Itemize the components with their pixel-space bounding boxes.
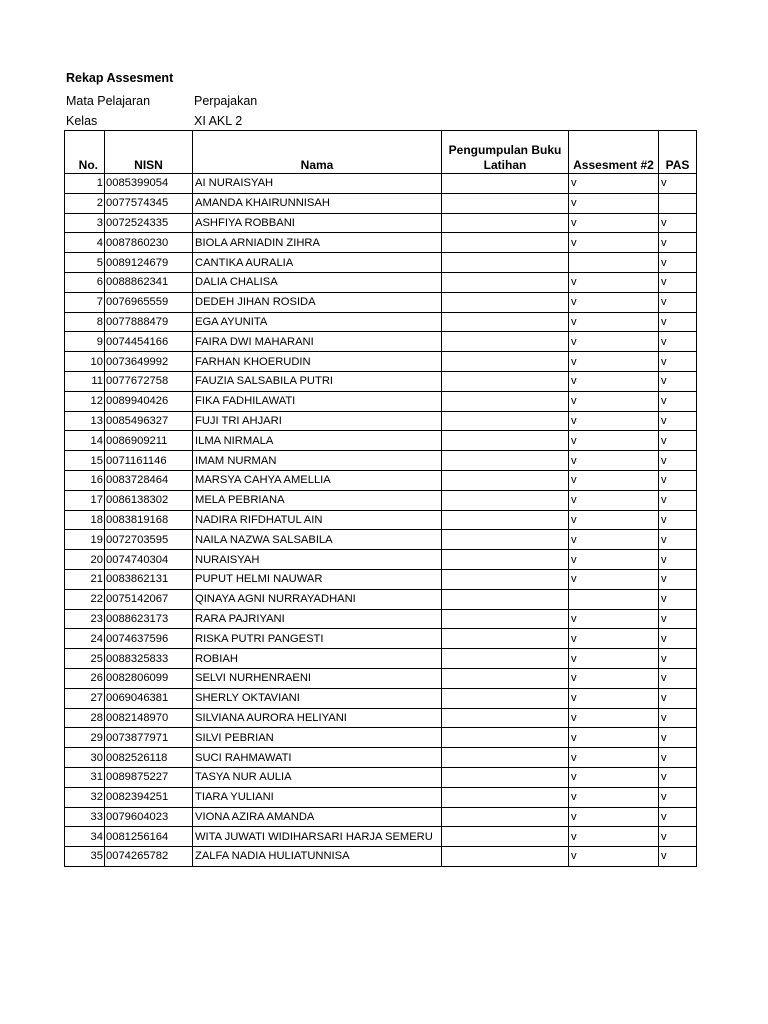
table-row xyxy=(65,609,697,629)
cell-nisn: 0076965559 xyxy=(105,292,193,312)
cell-nisn: 0074454166 xyxy=(105,332,193,352)
cell-nisn: 0081256164 xyxy=(105,827,193,847)
table-row xyxy=(65,431,697,451)
class-value: XI AKL 2 xyxy=(194,114,243,128)
cell-no: 35 xyxy=(65,847,105,867)
cell-nisn: 0074637596 xyxy=(105,629,193,649)
cell-assesment: v xyxy=(569,391,659,411)
cell-no: 14 xyxy=(65,431,105,451)
cell-no: 3 xyxy=(65,213,105,233)
cell-pas: v xyxy=(659,272,697,292)
header-buku-line2: Latihan xyxy=(483,158,527,172)
cell-pas: v xyxy=(659,371,697,391)
cell-pengumpulan-buku xyxy=(442,391,569,411)
table-row xyxy=(65,451,697,471)
cell-pengumpulan-buku xyxy=(442,569,569,589)
cell-no: 27 xyxy=(65,688,105,708)
cell-pengumpulan-buku xyxy=(442,767,569,787)
cell-no: 23 xyxy=(65,609,105,629)
table-row xyxy=(65,391,697,411)
cell-pengumpulan-buku xyxy=(442,193,569,213)
table-row xyxy=(65,292,697,312)
cell-pas: v xyxy=(659,451,697,471)
cell-no: 20 xyxy=(65,550,105,570)
cell-pas: v xyxy=(659,292,697,312)
cell-pengumpulan-buku xyxy=(442,589,569,609)
table-row xyxy=(65,332,697,352)
cell-assesment: v xyxy=(569,530,659,550)
cell-nama: ASHFIYA ROBBANI xyxy=(193,213,442,233)
table-row xyxy=(65,807,697,827)
cell-pengumpulan-buku xyxy=(442,688,569,708)
cell-pengumpulan-buku xyxy=(442,490,569,510)
cell-nama: DALIA CHALISA xyxy=(193,272,442,292)
cell-nama: ROBIAH xyxy=(193,649,442,669)
cell-nama: RISKA PUTRI PANGESTI xyxy=(193,629,442,649)
cell-assesment: v xyxy=(569,609,659,629)
cell-nisn: 0082394251 xyxy=(105,787,193,807)
table-row xyxy=(65,233,697,253)
cell-no: 21 xyxy=(65,569,105,589)
table-row xyxy=(65,530,697,550)
cell-pas: v xyxy=(659,629,697,649)
cell-nama: FIKA FADHILAWATI xyxy=(193,391,442,411)
cell-nama: TIARA YULIANI xyxy=(193,787,442,807)
cell-no: 33 xyxy=(65,807,105,827)
cell-pengumpulan-buku xyxy=(442,609,569,629)
cell-nisn: 0074265782 xyxy=(105,847,193,867)
subject-label: Mata Pelajaran xyxy=(66,94,151,108)
cell-nisn: 0077574345 xyxy=(105,193,193,213)
table-row xyxy=(65,629,697,649)
cell-nisn: 0077888479 xyxy=(105,312,193,332)
cell-assesment: v xyxy=(569,411,659,431)
table-row xyxy=(65,411,697,431)
cell-nama: PUPUT HELMI NAUWAR xyxy=(193,569,442,589)
table-header-row xyxy=(65,131,697,174)
cell-nisn: 0088325833 xyxy=(105,649,193,669)
cell-assesment: v xyxy=(569,847,659,867)
cell-nisn: 0089124679 xyxy=(105,253,193,273)
cell-nama: RARA PAJRIYANI xyxy=(193,609,442,629)
cell-no: 12 xyxy=(65,391,105,411)
cell-pas: v xyxy=(659,748,697,768)
cell-no: 24 xyxy=(65,629,105,649)
header-nisn: NISN xyxy=(105,131,193,174)
table-row xyxy=(65,787,697,807)
cell-nisn: 0085399054 xyxy=(105,174,193,194)
cell-nama: FUJI TRI AHJARI xyxy=(193,411,442,431)
cell-pengumpulan-buku xyxy=(442,352,569,372)
cell-pas: v xyxy=(659,253,697,273)
cell-pas: v xyxy=(659,174,697,194)
cell-assesment: v xyxy=(569,490,659,510)
cell-nisn: 0083728464 xyxy=(105,470,193,490)
cell-pas: v xyxy=(659,470,697,490)
cell-assesment: v xyxy=(569,312,659,332)
cell-pas: v xyxy=(659,728,697,748)
cell-pas: v xyxy=(659,510,697,530)
cell-nama: NADIRA RIFDHATUL AIN xyxy=(193,510,442,530)
table-row xyxy=(65,569,697,589)
cell-pengumpulan-buku xyxy=(442,827,569,847)
cell-no: 30 xyxy=(65,748,105,768)
cell-pengumpulan-buku xyxy=(442,470,569,490)
cell-pengumpulan-buku xyxy=(442,847,569,867)
table-row xyxy=(65,827,697,847)
cell-assesment: v xyxy=(569,352,659,372)
cell-assesment: v xyxy=(569,233,659,253)
cell-pas: v xyxy=(659,649,697,669)
cell-pas: v xyxy=(659,688,697,708)
cell-no: 2 xyxy=(65,193,105,213)
table-row xyxy=(65,174,697,194)
table-row xyxy=(65,649,697,669)
cell-pas xyxy=(659,193,697,213)
cell-assesment: v xyxy=(569,708,659,728)
cell-pengumpulan-buku xyxy=(442,292,569,312)
cell-pas: v xyxy=(659,332,697,352)
table-row xyxy=(65,510,697,530)
cell-pengumpulan-buku xyxy=(442,272,569,292)
cell-assesment: v xyxy=(569,827,659,847)
cell-assesment: v xyxy=(569,748,659,768)
cell-nama: SUCI RAHMAWATI xyxy=(193,748,442,768)
cell-pas: v xyxy=(659,847,697,867)
table-row xyxy=(65,470,697,490)
table-row xyxy=(65,213,697,233)
cell-no: 25 xyxy=(65,649,105,669)
cell-pengumpulan-buku xyxy=(442,807,569,827)
cell-assesment: v xyxy=(569,332,659,352)
table-row xyxy=(65,748,697,768)
cell-pengumpulan-buku xyxy=(442,431,569,451)
cell-pengumpulan-buku xyxy=(442,174,569,194)
header-buku-line1: Pengumpulan Buku xyxy=(448,143,562,157)
cell-nama: VIONA AZIRA AMANDA xyxy=(193,807,442,827)
cell-pengumpulan-buku xyxy=(442,550,569,570)
cell-nisn: 0075142067 xyxy=(105,589,193,609)
cell-pas: v xyxy=(659,530,697,550)
assessment-table xyxy=(64,130,697,867)
cell-pengumpulan-buku xyxy=(442,510,569,530)
cell-assesment: v xyxy=(569,272,659,292)
cell-nisn: 0071161146 xyxy=(105,451,193,471)
cell-no: 28 xyxy=(65,708,105,728)
cell-pengumpulan-buku xyxy=(442,787,569,807)
cell-nisn: 0082148970 xyxy=(105,708,193,728)
cell-nisn: 0077672758 xyxy=(105,371,193,391)
table-row xyxy=(65,352,697,372)
cell-no: 29 xyxy=(65,728,105,748)
cell-pengumpulan-buku xyxy=(442,708,569,728)
cell-assesment: v xyxy=(569,451,659,471)
table-row xyxy=(65,589,697,609)
cell-pengumpulan-buku xyxy=(442,451,569,471)
cell-assesment: v xyxy=(569,668,659,688)
cell-nisn: 0088623173 xyxy=(105,609,193,629)
cell-assesment: v xyxy=(569,371,659,391)
cell-assesment xyxy=(569,589,659,609)
header-nama: Nama xyxy=(193,131,442,174)
cell-nisn: 0069046381 xyxy=(105,688,193,708)
cell-nama: QINAYA AGNI NURRAYADHANI xyxy=(193,589,442,609)
cell-no: 9 xyxy=(65,332,105,352)
cell-nama: SILVI PEBRIAN xyxy=(193,728,442,748)
table-row xyxy=(65,312,697,332)
cell-pengumpulan-buku xyxy=(442,233,569,253)
cell-assesment: v xyxy=(569,767,659,787)
cell-pengumpulan-buku xyxy=(442,332,569,352)
cell-nama: SHERLY OKTAVIANI xyxy=(193,688,442,708)
cell-nisn: 0087860230 xyxy=(105,233,193,253)
cell-nisn: 0072524335 xyxy=(105,213,193,233)
cell-pas: v xyxy=(659,787,697,807)
cell-nisn: 0089940426 xyxy=(105,391,193,411)
table-row xyxy=(65,253,697,273)
cell-nama: NURAISYAH xyxy=(193,550,442,570)
cell-assesment: v xyxy=(569,550,659,570)
table-row xyxy=(65,668,697,688)
report-title: Rekap Assesment xyxy=(66,71,174,85)
cell-pengumpulan-buku xyxy=(442,629,569,649)
cell-nama: BIOLA ARNIADIN ZIHRA xyxy=(193,233,442,253)
cell-no: 10 xyxy=(65,352,105,372)
cell-pas: v xyxy=(659,807,697,827)
cell-assesment: v xyxy=(569,174,659,194)
cell-no: 6 xyxy=(65,272,105,292)
cell-pas: v xyxy=(659,490,697,510)
cell-pas: v xyxy=(659,391,697,411)
cell-pengumpulan-buku xyxy=(442,312,569,332)
table-row xyxy=(65,371,697,391)
cell-nama: FAIRA DWI MAHARANI xyxy=(193,332,442,352)
header-assesment: Assesment #2 xyxy=(569,131,659,174)
cell-pas: v xyxy=(659,411,697,431)
cell-no: 7 xyxy=(65,292,105,312)
cell-no: 13 xyxy=(65,411,105,431)
cell-assesment: v xyxy=(569,569,659,589)
cell-pas: v xyxy=(659,550,697,570)
cell-pas: v xyxy=(659,589,697,609)
cell-no: 31 xyxy=(65,767,105,787)
cell-assesment: v xyxy=(569,688,659,708)
cell-pas: v xyxy=(659,213,697,233)
table-row xyxy=(65,767,697,787)
table-row xyxy=(65,708,697,728)
cell-no: 17 xyxy=(65,490,105,510)
cell-pengumpulan-buku xyxy=(442,530,569,550)
class-label: Kelas xyxy=(66,114,98,128)
cell-no: 5 xyxy=(65,253,105,273)
cell-nisn: 0083862131 xyxy=(105,569,193,589)
cell-pengumpulan-buku xyxy=(442,649,569,669)
cell-nama: ZALFA NADIA HULIATUNNISA xyxy=(193,847,442,867)
table-row xyxy=(65,550,697,570)
cell-nama: NAILA NAZWA SALSABILA xyxy=(193,530,442,550)
cell-pas: v xyxy=(659,312,697,332)
cell-nama: EGA AYUNITA xyxy=(193,312,442,332)
cell-nama: WITA JUWATI WIDIHARSARI HARJA SEMERU xyxy=(193,827,442,847)
cell-nisn: 0082526118 xyxy=(105,748,193,768)
cell-pas: v xyxy=(659,431,697,451)
cell-nama: DEDEH JIHAN ROSIDA xyxy=(193,292,442,312)
cell-no: 34 xyxy=(65,827,105,847)
cell-pas: v xyxy=(659,708,697,728)
cell-no: 15 xyxy=(65,451,105,471)
cell-pas: v xyxy=(659,767,697,787)
cell-pengumpulan-buku xyxy=(442,213,569,233)
cell-pas: v xyxy=(659,569,697,589)
header-pas: PAS xyxy=(659,131,697,174)
cell-nama: MELA PEBRIANA xyxy=(193,490,442,510)
table-row xyxy=(65,490,697,510)
cell-no: 4 xyxy=(65,233,105,253)
cell-nisn: 0073649992 xyxy=(105,352,193,372)
cell-nama: AMANDA KHAIRUNNISAH xyxy=(193,193,442,213)
cell-assesment: v xyxy=(569,431,659,451)
cell-nisn: 0086138302 xyxy=(105,490,193,510)
cell-no: 18 xyxy=(65,510,105,530)
cell-assesment xyxy=(569,253,659,273)
cell-pengumpulan-buku xyxy=(442,253,569,273)
cell-nama: IMAM NURMAN xyxy=(193,451,442,471)
table-row xyxy=(65,847,697,867)
cell-pengumpulan-buku xyxy=(442,668,569,688)
cell-pengumpulan-buku xyxy=(442,371,569,391)
cell-assesment: v xyxy=(569,787,659,807)
cell-nama: ILMA NIRMALA xyxy=(193,431,442,451)
cell-pas: v xyxy=(659,352,697,372)
cell-assesment: v xyxy=(569,649,659,669)
cell-nisn: 0074740304 xyxy=(105,550,193,570)
cell-nisn: 0073877971 xyxy=(105,728,193,748)
cell-nisn: 0089875227 xyxy=(105,767,193,787)
cell-no: 11 xyxy=(65,371,105,391)
cell-pas: v xyxy=(659,827,697,847)
cell-nisn: 0072703595 xyxy=(105,530,193,550)
cell-nama: FAUZIA SALSABILA PUTRI xyxy=(193,371,442,391)
cell-assesment: v xyxy=(569,213,659,233)
cell-no: 22 xyxy=(65,589,105,609)
cell-nisn: 0085496327 xyxy=(105,411,193,431)
cell-nisn: 0079604023 xyxy=(105,807,193,827)
cell-pas: v xyxy=(659,609,697,629)
table-row xyxy=(65,193,697,213)
cell-assesment: v xyxy=(569,193,659,213)
cell-nisn: 0086909211 xyxy=(105,431,193,451)
cell-nama: TASYA NUR AULIA xyxy=(193,767,442,787)
cell-no: 32 xyxy=(65,787,105,807)
cell-no: 16 xyxy=(65,470,105,490)
cell-nama: FARHAN KHOERUDIN xyxy=(193,352,442,372)
header-no: No. xyxy=(65,131,105,174)
table-row xyxy=(65,688,697,708)
cell-assesment: v xyxy=(569,470,659,490)
cell-assesment: v xyxy=(569,510,659,530)
cell-assesment: v xyxy=(569,728,659,748)
cell-nama: AI NURAISYAH xyxy=(193,174,442,194)
cell-no: 8 xyxy=(65,312,105,332)
cell-no: 19 xyxy=(65,530,105,550)
cell-pengumpulan-buku xyxy=(442,748,569,768)
cell-nisn: 0083819168 xyxy=(105,510,193,530)
header-pengumpulan-buku xyxy=(442,131,569,174)
table-row xyxy=(65,272,697,292)
cell-assesment: v xyxy=(569,807,659,827)
cell-pengumpulan-buku xyxy=(442,411,569,431)
cell-nama: SELVI NURHENRAENI xyxy=(193,668,442,688)
subject-value: Perpajakan xyxy=(194,94,258,108)
cell-pas: v xyxy=(659,233,697,253)
cell-nama: SILVIANA AURORA HELIYANI xyxy=(193,708,442,728)
cell-nisn: 0088862341 xyxy=(105,272,193,292)
cell-no: 1 xyxy=(65,174,105,194)
cell-no: 26 xyxy=(65,668,105,688)
cell-assesment: v xyxy=(569,292,659,312)
cell-assesment: v xyxy=(569,629,659,649)
cell-pas: v xyxy=(659,668,697,688)
cell-nama: CANTIKA AURALIA xyxy=(193,253,442,273)
cell-nama: MARSYA CAHYA AMELLIA xyxy=(193,470,442,490)
cell-pengumpulan-buku xyxy=(442,728,569,748)
cell-nisn: 0082806099 xyxy=(105,668,193,688)
table-row xyxy=(65,728,697,748)
